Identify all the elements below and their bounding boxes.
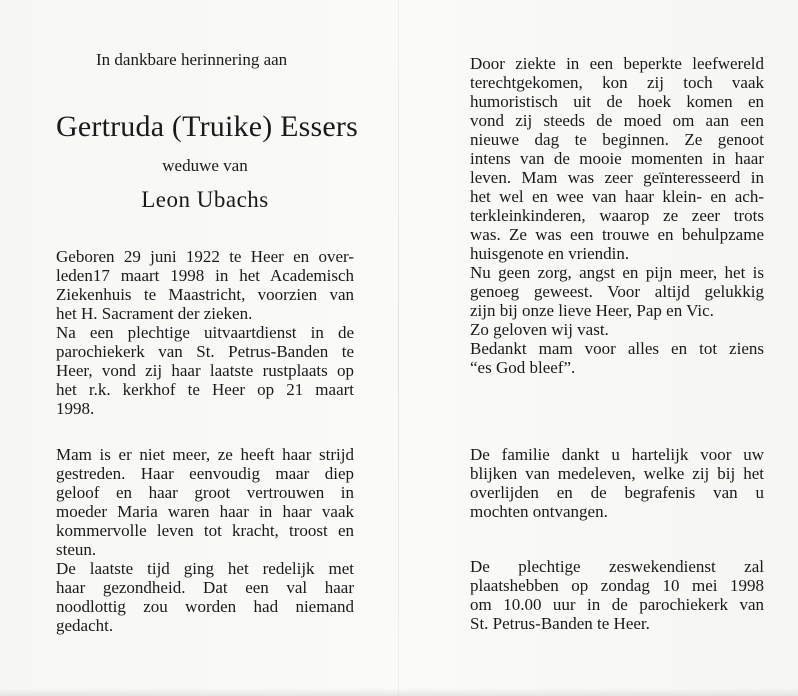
text-line: parochiekerk van St. Petrus-Banden te — [56, 342, 354, 361]
text-line: geloof en haar groot vertrouwen in — [56, 483, 354, 502]
text-line: 1998. — [56, 399, 95, 418]
card-edge-shadow — [0, 688, 798, 696]
text-line: Heer, vond zij haar laatste rustplaats op — [56, 361, 354, 380]
text-line: het wel en wee van haar klein- en ach- — [470, 187, 764, 206]
left-paragraph-birth-death — [56, 247, 354, 418]
text-line: vond zij steeds de moed om aan een — [470, 111, 764, 130]
text-line: St. Petrus-Banden te Heer. — [470, 614, 650, 633]
text-line: het H. Sacrament der zieken. — [56, 304, 253, 323]
text-line: Geboren 29 juni 1922 te Heer en over- — [56, 247, 354, 266]
text-line: nieuwe dag te beginnen. Ze genoot — [470, 130, 764, 149]
text-line: Ziekenhuis te Maastricht, voorzien van — [56, 285, 354, 304]
left-paragraph-tribute — [56, 445, 354, 635]
text-line: Door ziekte in een beperkte leefwereld — [470, 54, 764, 73]
text-line: De laatste tijd ging het redelijk met — [56, 559, 354, 578]
text-line: haar gezondheid. Dat een val haar — [56, 578, 354, 597]
right-paragraph-life — [470, 54, 764, 339]
text-line: steun. — [56, 540, 97, 559]
text-line: De plechtige zeswekendienst zal — [470, 557, 764, 576]
card-fold — [398, 0, 399, 696]
text-line: terkleinkinderen, waarop ze zeer trots — [470, 206, 764, 225]
text-line: mochten ontvangen. — [470, 502, 608, 521]
text-line: overlijden en de begrafenis van u — [470, 483, 764, 502]
text-line: Nu geen zorg, angst en pijn meer, het is — [470, 263, 764, 282]
text-line: humoristisch uit de hoek komen en — [470, 92, 764, 111]
spouse-name: Leon Ubachs — [141, 187, 269, 212]
text-line: was. Ze was een trouwe en behulpzame — [470, 225, 764, 244]
text-line: Mam is er niet meer, ze heeft haar strijd — [56, 445, 354, 464]
text-line: om 10.00 uur in de parochiekerk van — [470, 595, 764, 614]
text-line: blijken van medeleven, welke zij bij het — [470, 464, 764, 483]
widow-of-line: weduwe van — [162, 156, 248, 175]
right-paragraph-thanks-mam — [470, 339, 764, 377]
text-line: Zo geloven wij vast. — [470, 320, 609, 339]
text-line: terechtgekomen, kon zij toch vaak — [470, 73, 764, 92]
text-line: noodlottig zou worden had niemand — [56, 597, 354, 616]
text-line: het r.k. kerkhof te Heer op 21 maart — [56, 380, 354, 399]
text-line: plaatshebben op zondag 10 mei 1998 — [470, 576, 764, 595]
text-line: leven. Mam was zeer geïnteresseerd in — [470, 168, 764, 187]
text-line: De familie dankt u hartelijk voor uw — [470, 445, 764, 464]
text-line: zijn bij onze lieve Heer, Pap en Vic. — [470, 301, 714, 320]
intro-line: In dankbare herinnering aan — [96, 50, 288, 69]
text-line: gestreden. Haar eenvoudig maar diep — [56, 464, 354, 483]
text-line: “es God bleef”. — [470, 358, 576, 377]
text-line: Na een plechtige uitvaartdienst in de — [56, 323, 354, 342]
right-paragraph-family-thanks — [470, 445, 764, 521]
right-paragraph-mass-notice — [470, 557, 764, 633]
text-line: huisgenote en vriendin. — [470, 244, 630, 263]
text-line: kommervolle leven tot kracht, troost en — [56, 521, 354, 540]
text-line: intens van de mooie momenten in haar — [470, 149, 764, 168]
text-line: genoeg geweest. Voor altijd gelukkig — [470, 282, 764, 301]
text-line: gedacht. — [56, 616, 114, 635]
text-line: leden17 maart 1998 in het Academisch — [56, 266, 354, 285]
text-line: Bedankt mam voor alles en tot ziens — [470, 339, 764, 358]
text-line: moeder Maria waren haar in haar vaak — [56, 502, 354, 521]
deceased-name: Gertruda (Truike) Essers — [56, 110, 358, 143]
